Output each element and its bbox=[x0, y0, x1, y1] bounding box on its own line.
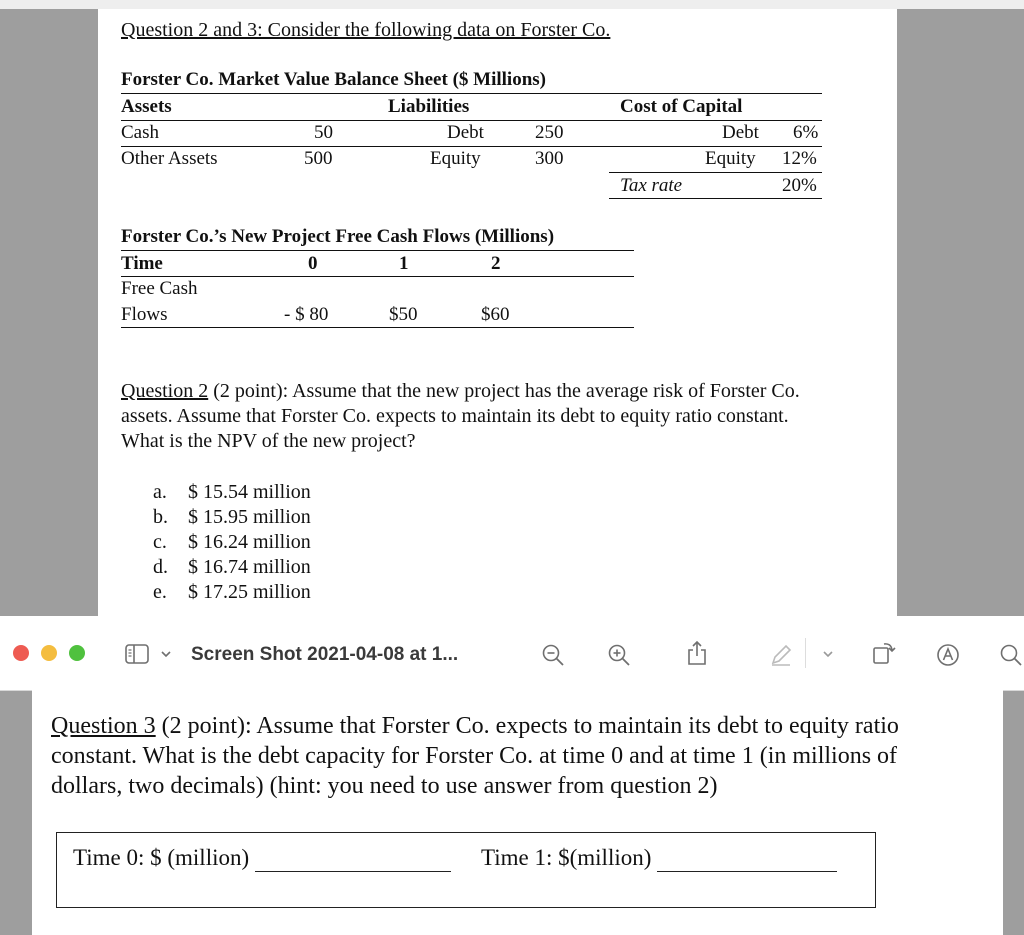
coc-label: Equity bbox=[705, 148, 756, 169]
intro-text: Question 2 and 3: Consider the following data on Forster Co. bbox=[121, 19, 611, 41]
answer-box bbox=[56, 832, 876, 908]
time-2: 2 bbox=[491, 253, 501, 274]
question2-points: (2 point): bbox=[208, 380, 289, 402]
chevron-down-icon[interactable] bbox=[158, 642, 174, 666]
asset-value: 500 bbox=[304, 148, 333, 169]
option-c-letter: c. bbox=[153, 531, 167, 553]
window-title: Screen Shot 2021-04-08 at 1... bbox=[191, 644, 459, 665]
fcf-value-2: $60 bbox=[481, 304, 510, 325]
question2-text: Assume that the new project has the average risk of Forster Co. bbox=[288, 380, 800, 402]
liability-value: 300 bbox=[535, 148, 564, 169]
table-rule bbox=[121, 276, 634, 277]
fcf-label-line1: Free Cash bbox=[121, 278, 198, 299]
tax-rate-label: Tax rate bbox=[620, 175, 683, 196]
question2-line1 bbox=[121, 380, 800, 403]
share-icon[interactable] bbox=[684, 639, 710, 667]
coc-value: 6% bbox=[793, 122, 819, 143]
search-icon[interactable] bbox=[998, 642, 1024, 668]
table-rule bbox=[121, 250, 634, 251]
zoom-in-icon[interactable] bbox=[606, 642, 632, 668]
chevron-down-icon[interactable] bbox=[820, 642, 836, 666]
question2-line2: assets. Assume that Forster Co. expects to maintain its debt to equity ratio constant. bbox=[121, 405, 789, 427]
option-b-letter: b. bbox=[153, 506, 168, 528]
option-c-text: $ 16.24 million bbox=[188, 531, 311, 553]
asset-label: Cash bbox=[121, 122, 159, 143]
table-rule bbox=[121, 93, 822, 94]
table-rule bbox=[121, 146, 822, 147]
time-1: 1 bbox=[399, 253, 409, 274]
liability-label: Debt bbox=[447, 122, 484, 143]
time0-answer-blank[interactable] bbox=[255, 845, 451, 872]
table-rule bbox=[121, 120, 822, 121]
time1-field bbox=[481, 845, 837, 872]
time1-label: Time 1: $(million) bbox=[481, 845, 658, 870]
toolbar-divider bbox=[805, 638, 806, 668]
markup-pen-icon[interactable] bbox=[768, 642, 794, 668]
document-page-2 bbox=[32, 690, 1003, 935]
time0-field bbox=[73, 845, 451, 872]
time1-answer-blank[interactable] bbox=[657, 845, 837, 872]
asset-value: 50 bbox=[314, 122, 333, 143]
liabilities-header: Liabilities bbox=[388, 96, 470, 117]
question3-points: (2 point): bbox=[155, 713, 252, 739]
minimize-window-button[interactable] bbox=[41, 645, 57, 661]
option-d-letter: d. bbox=[153, 556, 168, 578]
top-strip bbox=[0, 0, 1024, 9]
fcf-value-1: $50 bbox=[389, 304, 418, 325]
option-b-text: $ 15.95 million bbox=[188, 506, 311, 528]
time-label: Time bbox=[121, 253, 163, 274]
rotate-icon[interactable] bbox=[870, 639, 898, 667]
coc-label: Debt bbox=[722, 122, 759, 143]
question3-line2: constant. What is the debt capacity for Forster Co. at time 0 and at time 1 (in millions of bbox=[51, 743, 898, 769]
preview-toolbar bbox=[0, 616, 1024, 691]
question2-label: Question 2 bbox=[121, 380, 209, 402]
liability-label: Equity bbox=[430, 148, 481, 169]
option-d-text: $ 16.74 million bbox=[188, 556, 311, 578]
question3-label: Question 3 bbox=[51, 713, 156, 739]
question3-text: Assume that Forster Co. expects to maintain its debt to equity ratio bbox=[251, 713, 899, 739]
table-rule bbox=[121, 327, 634, 328]
asset-label: Other Assets bbox=[121, 148, 218, 169]
annotate-icon[interactable] bbox=[935, 642, 961, 668]
balance-sheet-title: Forster Co. Market Value Balance Sheet ($ Millions) bbox=[121, 69, 546, 90]
question3-line3: dollars, two decimals) (hint: you need to use answer from question 2) bbox=[51, 773, 718, 799]
assets-header: Assets bbox=[121, 96, 172, 117]
fcf-value-0: - $ 80 bbox=[284, 304, 329, 325]
option-e-text: $ 17.25 million bbox=[188, 581, 311, 603]
zoom-window-button[interactable] bbox=[69, 645, 85, 661]
table-rule bbox=[609, 198, 822, 199]
time0-label: Time 0: $ (million) bbox=[73, 845, 255, 870]
coc-value: 12% bbox=[782, 148, 817, 169]
option-a-text: $ 15.54 million bbox=[188, 481, 311, 503]
liability-value: 250 bbox=[535, 122, 564, 143]
cash-flows-title: Forster Co.’s New Project Free Cash Flows (Millions) bbox=[121, 226, 555, 247]
question3-line1 bbox=[51, 713, 899, 740]
zoom-out-icon[interactable] bbox=[540, 642, 566, 668]
tax-rate-value: 20% bbox=[782, 175, 817, 196]
option-a-letter: a. bbox=[153, 481, 167, 503]
table-rule bbox=[609, 172, 822, 173]
cost-of-capital-header: Cost of Capital bbox=[620, 96, 743, 117]
question2-line3: What is the NPV of the new project? bbox=[121, 430, 416, 452]
option-e-letter: e. bbox=[153, 581, 167, 603]
document-page-1 bbox=[98, 9, 897, 616]
sidebar-icon[interactable] bbox=[124, 642, 150, 666]
close-window-button[interactable] bbox=[13, 645, 29, 661]
fcf-label-line2: Flows bbox=[121, 304, 168, 325]
time-0: 0 bbox=[308, 253, 318, 274]
